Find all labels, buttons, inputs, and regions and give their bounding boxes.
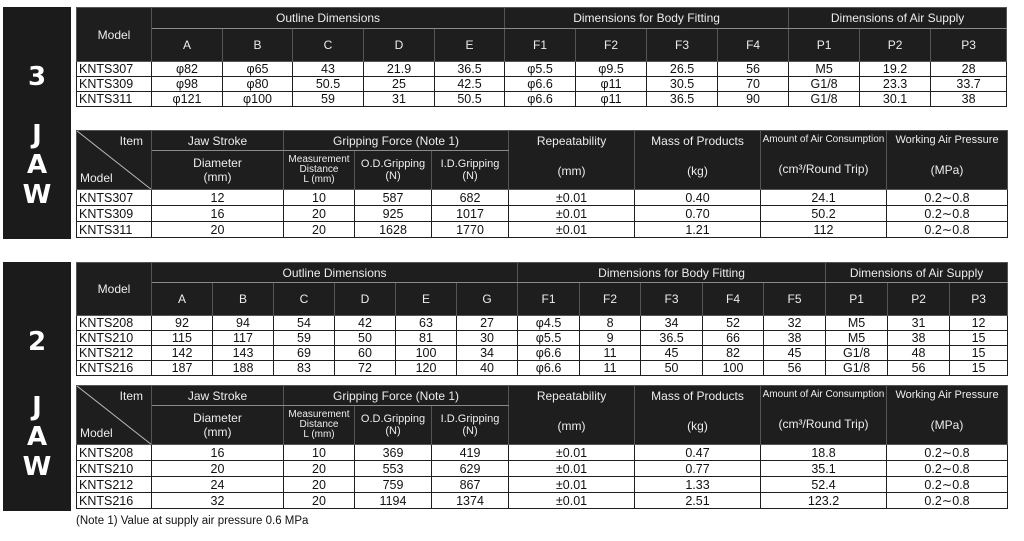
column-header: P2	[888, 283, 950, 316]
column-header: C	[274, 283, 335, 316]
column-header: A	[152, 29, 223, 62]
table-cell: 36.5	[435, 62, 505, 77]
table-row	[77, 493, 1008, 509]
model-cell: KNTS309	[77, 77, 152, 92]
measurement-line3: L (mm)	[303, 429, 335, 440]
model-cell: KNTS216	[77, 361, 152, 376]
air-consumption-header	[761, 131, 887, 190]
table-cell: G1/8	[826, 361, 888, 376]
table-cell: 20	[284, 461, 355, 477]
air-supply-header: Dimensions of Air Supply	[789, 8, 1007, 29]
repeatability-unit: (mm)	[557, 419, 586, 433]
table-cell: 117	[213, 331, 274, 346]
od-gripping-header	[355, 406, 432, 445]
table-cell: 27	[457, 316, 518, 331]
outline-dimensions-header: Outline Dimensions	[152, 263, 518, 283]
column-header: F1	[518, 283, 580, 316]
table-row	[77, 331, 1008, 346]
table-cell: φ11	[576, 92, 647, 107]
jaw2-number: 2	[27, 327, 47, 357]
table-cell: 33.7	[931, 77, 1007, 92]
mass-unit: (kg)	[687, 419, 708, 433]
table-cell: 9	[580, 331, 641, 346]
table-cell: 188	[213, 361, 274, 376]
table-cell: 24.1	[761, 190, 887, 206]
table-cell: 50	[335, 331, 396, 346]
model-label: Model	[80, 426, 113, 440]
table-cell: 0.2∼0.8	[887, 222, 1008, 238]
table-cell: 19.2	[860, 62, 931, 77]
table-cell: 32	[764, 316, 826, 331]
table-cell: M5	[789, 62, 860, 77]
measurement-distance-header	[284, 406, 355, 445]
table-cell: 1.33	[635, 477, 761, 493]
table-cell: 56	[888, 361, 950, 376]
table-cell: 43	[293, 62, 364, 77]
table-cell: 2.51	[635, 493, 761, 509]
table-cell: 0.40	[635, 190, 761, 206]
jaw3-dimensions-body	[77, 62, 1007, 107]
table-cell: G1/8	[826, 346, 888, 361]
table-cell: 56	[718, 62, 789, 77]
table-cell: 0.2∼0.8	[887, 477, 1008, 493]
footnote: (Note 1) Value at supply air pressure 0.6 MPa	[76, 515, 309, 527]
id-gripping-unit: (N)	[462, 170, 478, 182]
table-cell: φ6.6	[505, 77, 576, 92]
table-cell: 15	[950, 361, 1008, 376]
table-cell: φ6.6	[518, 361, 580, 376]
repeatability-header	[509, 386, 635, 445]
column-header: C	[293, 29, 364, 62]
table-cell: 123.2	[761, 493, 887, 509]
table-cell: φ5.5	[505, 62, 576, 77]
table-row	[77, 206, 1008, 222]
table-cell: G1/8	[789, 92, 860, 107]
working-pressure-title: Working Air Pressure	[895, 134, 999, 146]
model-cell: KNTS210	[77, 461, 152, 477]
table-cell: 36.5	[641, 331, 703, 346]
repeatability-unit: (mm)	[557, 164, 586, 178]
column-header: F2	[576, 29, 647, 62]
table-cell: 112	[761, 222, 887, 238]
table-row	[77, 445, 1008, 461]
table-row	[77, 477, 1008, 493]
jaw2-dimensions-table	[76, 262, 1008, 376]
table-cell: 35.1	[761, 461, 887, 477]
working-pressure-unit: (MPa)	[930, 418, 964, 432]
table-cell: φ6.6	[505, 92, 576, 107]
table-cell: 0.2∼0.8	[887, 190, 1008, 206]
item-label: Item	[119, 134, 143, 148]
table-cell: ±0.01	[509, 190, 635, 206]
table-cell: 92	[152, 316, 213, 331]
table-cell: 682	[432, 190, 509, 206]
column-header: P3	[950, 283, 1008, 316]
air-consumption-unit: (cm³/Round Trip)	[778, 162, 869, 176]
jaw3-side-label	[3, 7, 71, 239]
table-cell: 419	[432, 445, 509, 461]
table-cell: 34	[457, 346, 518, 361]
table-cell: 50.5	[435, 92, 505, 107]
table-cell: 81	[396, 331, 457, 346]
air-consumption-unit: (cm³/Round Trip)	[778, 417, 869, 431]
repeatability-header	[509, 131, 635, 190]
table-cell: 38	[931, 92, 1007, 107]
table-cell: 42	[335, 316, 396, 331]
table-cell: 0.2∼0.8	[887, 206, 1008, 222]
repeatability-title: Repeatability	[536, 389, 607, 403]
column-header: P1	[789, 29, 860, 62]
column-header: F4	[718, 29, 789, 62]
table-cell: 82	[703, 346, 764, 361]
jaw2-letter-a: A	[26, 422, 48, 452]
table-cell: 12	[950, 316, 1008, 331]
model-cell: KNTS210	[77, 331, 152, 346]
table-cell: 120	[396, 361, 457, 376]
id-gripping-header	[432, 151, 509, 190]
item-model-corner	[77, 386, 152, 445]
table-row	[77, 361, 1008, 376]
id-gripping-title: I.D.Gripping	[440, 413, 500, 425]
column-header: D	[335, 283, 396, 316]
table-cell: 24	[152, 477, 284, 493]
table-cell: φ4.5	[518, 316, 580, 331]
table-cell: 8	[580, 316, 641, 331]
table-row	[77, 316, 1008, 331]
table-cell: 143	[213, 346, 274, 361]
gripping-force-header: Gripping Force (Note 1)	[284, 386, 509, 406]
table-row	[77, 77, 1007, 92]
table-cell: 34	[641, 316, 703, 331]
table-cell: M5	[826, 316, 888, 331]
jaw-stroke-header: Jaw Stroke	[152, 131, 284, 151]
table-cell: 20	[284, 206, 355, 222]
jaw2-spec-body	[77, 445, 1008, 509]
column-header: B	[213, 283, 274, 316]
model-header: Model	[77, 8, 152, 62]
column-header: B	[223, 29, 293, 62]
table-cell: 50.2	[761, 206, 887, 222]
model-cell: KNTS309	[77, 206, 152, 222]
model-cell: KNTS208	[77, 316, 152, 331]
table-cell: 925	[355, 206, 432, 222]
table-cell: φ82	[152, 62, 223, 77]
table-cell: ±0.01	[509, 477, 635, 493]
table-cell: φ121	[152, 92, 223, 107]
working-pressure-header	[887, 131, 1008, 190]
gripping-force-header: Gripping Force (Note 1)	[284, 131, 509, 151]
table-cell: 16	[152, 206, 284, 222]
jaw3-letter-a: A	[26, 150, 48, 180]
table-cell: 20	[152, 461, 284, 477]
table-cell: 59	[274, 331, 335, 346]
column-header: F5	[764, 283, 826, 316]
table-cell: 1194	[355, 493, 432, 509]
table-cell: 759	[355, 477, 432, 493]
body-fitting-header: Dimensions for Body Fitting	[505, 8, 789, 29]
column-header: E	[435, 29, 505, 62]
table-cell: 20	[284, 222, 355, 238]
table-cell: 23.3	[860, 77, 931, 92]
diameter-unit: (mm)	[203, 170, 232, 184]
table-cell: 115	[152, 331, 213, 346]
diameter-header	[152, 151, 284, 190]
table-cell: 30.5	[647, 77, 718, 92]
table-cell: 369	[355, 445, 432, 461]
model-header: Model	[77, 263, 152, 316]
item-model-corner	[77, 131, 152, 190]
table-cell: ±0.01	[509, 206, 635, 222]
jaw3-number: 3	[27, 62, 47, 92]
table-cell: 52.4	[761, 477, 887, 493]
table-cell: M5	[826, 331, 888, 346]
table-cell: φ65	[223, 62, 293, 77]
jaw3-letter-w: W	[22, 180, 52, 210]
table-cell: 629	[432, 461, 509, 477]
table-cell: 18.8	[761, 445, 887, 461]
table-cell: φ11	[576, 77, 647, 92]
working-pressure-unit: (MPa)	[930, 163, 964, 177]
jaw3-spec-body	[77, 190, 1008, 238]
column-header: P3	[931, 29, 1007, 62]
table-cell: 20	[284, 477, 355, 493]
table-cell: φ5.5	[518, 331, 580, 346]
column-header: F3	[647, 29, 718, 62]
table-cell: 867	[432, 477, 509, 493]
model-cell: KNTS212	[77, 346, 152, 361]
table-cell: φ6.6	[518, 346, 580, 361]
jaw3-dimensions-table	[76, 7, 1007, 107]
measurement-line2: Distance	[299, 164, 339, 175]
outline-dimensions-header: Outline Dimensions	[152, 8, 505, 29]
table-cell: 142	[152, 346, 213, 361]
measurement-line3: L (mm)	[303, 174, 335, 185]
od-gripping-title: O.D.Gripping	[360, 413, 426, 425]
model-cell: KNTS216	[77, 493, 152, 509]
diameter-title: Diameter	[193, 411, 242, 425]
table-cell: 69	[274, 346, 335, 361]
table-row	[77, 461, 1008, 477]
table-row	[77, 346, 1008, 361]
jaw2-spec-table	[76, 385, 1008, 509]
mass-header	[635, 131, 761, 190]
table-cell: 90	[718, 92, 789, 107]
table-cell: 0.77	[635, 461, 761, 477]
table-cell: 10	[284, 445, 355, 461]
table-cell: 187	[152, 361, 213, 376]
table-cell: 11	[580, 346, 641, 361]
table-cell: 54	[274, 316, 335, 331]
table-cell: 30	[457, 331, 518, 346]
table-cell: φ9.5	[576, 62, 647, 77]
table-cell: 1770	[432, 222, 509, 238]
table-cell: 48	[888, 346, 950, 361]
repeatability-title: Repeatability	[536, 134, 607, 148]
working-pressure-title: Working Air Pressure	[895, 389, 999, 401]
table-cell: 32	[152, 493, 284, 509]
table-cell: 553	[355, 461, 432, 477]
measurement-line1: Measurement	[288, 154, 350, 165]
column-header: P1	[826, 283, 888, 316]
table-cell: 36.5	[647, 92, 718, 107]
table-cell: 1017	[432, 206, 509, 222]
model-cell: KNTS307	[77, 190, 152, 206]
table-cell: 1628	[355, 222, 432, 238]
table-cell: 83	[274, 361, 335, 376]
table-cell: 1374	[432, 493, 509, 509]
jaw2-letter-w: W	[22, 452, 52, 482]
od-gripping-unit: (N)	[385, 170, 401, 182]
table-cell: 38	[888, 331, 950, 346]
working-pressure-header	[887, 386, 1008, 445]
table-cell: φ80	[223, 77, 293, 92]
diameter-title: Diameter	[193, 156, 242, 170]
mass-title: Mass of Products	[651, 389, 744, 403]
jaw3-letter-j: J	[32, 120, 42, 150]
table-cell: 72	[335, 361, 396, 376]
table-cell: 31	[364, 92, 435, 107]
table-cell: 40	[457, 361, 518, 376]
table-cell: 45	[641, 346, 703, 361]
table-cell: ±0.01	[509, 445, 635, 461]
table-cell: 100	[396, 346, 457, 361]
table-cell: 45	[764, 346, 826, 361]
table-cell: 50.5	[293, 77, 364, 92]
item-label: Item	[119, 389, 143, 403]
table-cell: 21.9	[364, 62, 435, 77]
table-cell: 0.47	[635, 445, 761, 461]
table-cell: 30.1	[860, 92, 931, 107]
table-cell: ±0.01	[509, 493, 635, 509]
table-cell: φ98	[152, 77, 223, 92]
table-cell: 70	[718, 77, 789, 92]
table-cell: 63	[396, 316, 457, 331]
table-cell: G1/8	[789, 77, 860, 92]
measurement-line1: Measurement	[288, 409, 350, 420]
table-cell: 94	[213, 316, 274, 331]
column-header: F3	[641, 283, 703, 316]
table-cell: 20	[284, 493, 355, 509]
table-cell: 0.2∼0.8	[887, 445, 1008, 461]
mass-header	[635, 386, 761, 445]
table-row	[77, 92, 1007, 107]
jaw3-spec-table	[76, 130, 1008, 238]
air-consumption-title: Amount of Air Consumption	[762, 134, 885, 145]
table-cell: 66	[703, 331, 764, 346]
mass-unit: (kg)	[687, 164, 708, 178]
table-row	[77, 222, 1008, 238]
model-cell: KNTS307	[77, 62, 152, 77]
table-row	[77, 62, 1007, 77]
table-cell: 587	[355, 190, 432, 206]
table-row	[77, 190, 1008, 206]
table-cell: 15	[950, 331, 1008, 346]
table-cell: 38	[764, 331, 826, 346]
jaw2-letter-j: J	[32, 392, 42, 422]
measurement-distance-header	[284, 151, 355, 190]
table-cell: 25	[364, 77, 435, 92]
table-cell: 59	[293, 92, 364, 107]
column-header: D	[364, 29, 435, 62]
table-cell: 12	[152, 190, 284, 206]
table-cell: 11	[580, 361, 641, 376]
table-cell: 50	[641, 361, 703, 376]
table-cell: 28	[931, 62, 1007, 77]
id-gripping-header	[432, 406, 509, 445]
od-gripping-header	[355, 151, 432, 190]
table-cell: 0.2∼0.8	[887, 461, 1008, 477]
diameter-unit: (mm)	[203, 425, 232, 439]
table-cell: 52	[703, 316, 764, 331]
column-header: A	[152, 283, 213, 316]
table-cell: 0.2∼0.8	[887, 493, 1008, 509]
measurement-line2: Distance	[299, 419, 339, 430]
column-header: F2	[580, 283, 641, 316]
jaw2-dimensions-body	[77, 316, 1008, 376]
column-header: G	[457, 283, 518, 316]
table-cell: 15	[950, 346, 1008, 361]
table-cell: ±0.01	[509, 222, 635, 238]
table-cell: 42.5	[435, 77, 505, 92]
id-gripping-title: I.D.Gripping	[440, 158, 500, 170]
air-supply-header: Dimensions of Air Supply	[826, 263, 1008, 283]
id-gripping-unit: (N)	[462, 425, 478, 437]
table-cell: 20	[152, 222, 284, 238]
table-cell: ±0.01	[509, 461, 635, 477]
air-consumption-header	[761, 386, 887, 445]
model-label: Model	[80, 171, 113, 185]
table-cell: 1.21	[635, 222, 761, 238]
table-cell: 16	[152, 445, 284, 461]
column-header: F1	[505, 29, 576, 62]
diameter-header	[152, 406, 284, 445]
jaw-stroke-header: Jaw Stroke	[152, 386, 284, 406]
air-consumption-title: Amount of Air Consumption	[762, 389, 885, 400]
table-cell: 26.5	[647, 62, 718, 77]
model-cell: KNTS212	[77, 477, 152, 493]
jaw2-side-label	[3, 262, 71, 511]
column-header: F4	[703, 283, 764, 316]
table-cell: 56	[764, 361, 826, 376]
table-cell: 10	[284, 190, 355, 206]
od-gripping-unit: (N)	[385, 425, 401, 437]
model-cell: KNTS311	[77, 92, 152, 107]
table-cell: 0.70	[635, 206, 761, 222]
model-cell: KNTS311	[77, 222, 152, 238]
table-cell: 100	[703, 361, 764, 376]
column-header: P2	[860, 29, 931, 62]
model-cell: KNTS208	[77, 445, 152, 461]
mass-title: Mass of Products	[651, 134, 744, 148]
table-cell: 60	[335, 346, 396, 361]
table-cell: φ100	[223, 92, 293, 107]
od-gripping-title: O.D.Gripping	[360, 158, 426, 170]
table-cell: 31	[888, 316, 950, 331]
column-header: E	[396, 283, 457, 316]
body-fitting-header: Dimensions for Body Fitting	[518, 263, 826, 283]
